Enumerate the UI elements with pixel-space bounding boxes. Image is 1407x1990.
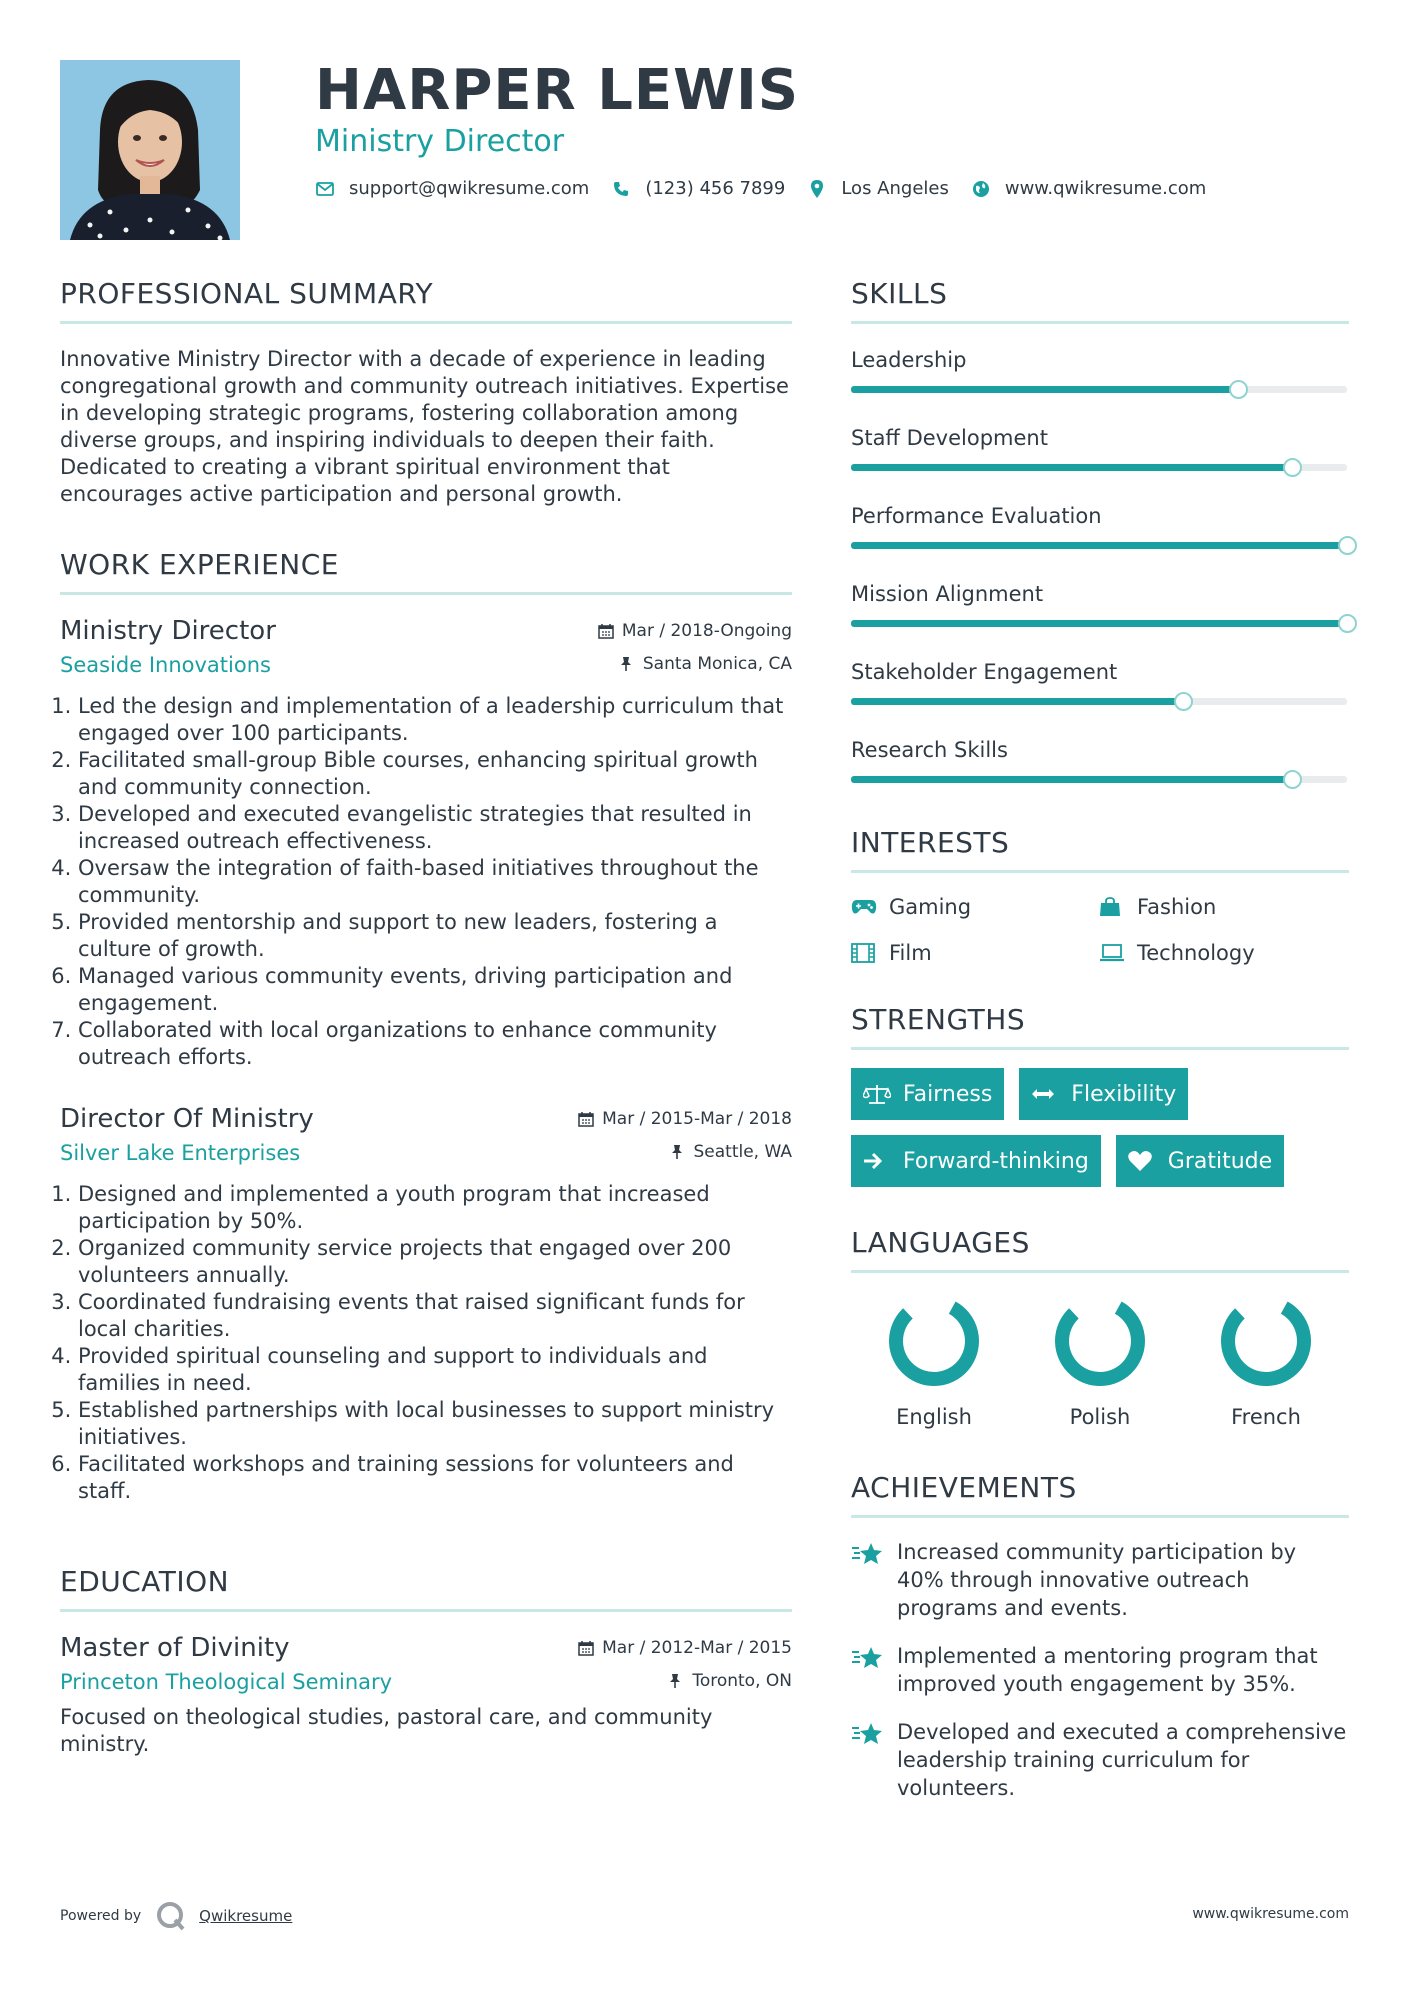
skill-item [851, 424, 1349, 480]
languages-section [851, 1224, 1349, 1429]
footer-website[interactable]: www.qwikresume.com [1192, 1906, 1349, 1922]
list-item: 2. Facilitated small-group Bible courses, enhancing spiritual growth and community connection. [78, 747, 792, 801]
list-item: 4. Provided spiritual counseling and support to individuals and families in need. [78, 1343, 792, 1397]
contact-email[interactable] [315, 178, 589, 199]
skill-bar-knob [1283, 458, 1302, 477]
skill-bar [851, 620, 1347, 627]
footer-powered-by [60, 1900, 292, 1932]
shooting-star-icon [851, 1720, 885, 1748]
skill-item [851, 346, 1349, 402]
job-location: Santa Monica, CA [619, 654, 792, 674]
language-name: English [896, 1405, 972, 1429]
skills-list [851, 346, 1349, 792]
strength-badge: Gratitude [1116, 1135, 1284, 1187]
job-duties [60, 1181, 792, 1505]
phone-icon [611, 179, 631, 199]
job-duties [60, 693, 792, 1071]
achievements-heading: ACHIEVEMENTS [851, 1469, 1349, 1518]
achievement-item: Implemented a mentoring program that improved youth engagement by 35%. [851, 1642, 1349, 1698]
globe-icon [971, 179, 991, 199]
skill-item [851, 658, 1349, 714]
skill-bar-knob [1283, 770, 1302, 789]
job-company: Seaside Innovations [60, 653, 271, 677]
job-entry [60, 1101, 792, 1505]
pushpin-icon [670, 1144, 686, 1160]
education-date: Mar / 2012-Mar / 2015 [578, 1638, 792, 1658]
qwikresume-logo-icon [155, 1900, 187, 1932]
candidate-title: Ministry Director [315, 124, 565, 159]
skill-bar [851, 386, 1347, 393]
summary-section [60, 275, 792, 508]
candidate-name: HARPER LEWIS [315, 58, 800, 123]
website-text: www.qwikresume.com [1004, 178, 1207, 199]
skill-item [851, 580, 1349, 636]
shooting-star-icon [851, 1540, 885, 1568]
skill-item [851, 736, 1349, 792]
job-title: Ministry Director [60, 616, 276, 646]
contact-bar [315, 178, 1228, 199]
skill-bar-knob [1338, 536, 1357, 555]
education-section [60, 1563, 792, 1758]
languages-heading: LANGUAGES [851, 1224, 1349, 1273]
skill-bar [851, 698, 1347, 705]
language-item [851, 1295, 1017, 1429]
interests-section [851, 824, 1349, 969]
skill-bar-knob [1229, 380, 1248, 399]
skill-bar-fill [851, 464, 1292, 471]
arrows-horizontal-icon [1031, 1082, 1059, 1106]
laptop-icon [1099, 942, 1125, 964]
shooting-star-icon [851, 1644, 885, 1672]
summary-heading: PROFESSIONAL SUMMARY [60, 275, 792, 324]
interest-item: Gaming [851, 891, 1099, 923]
list-item: 3. Developed and executed evangelistic strategies that resulted in increased outreach effectiveness. [78, 801, 792, 855]
skill-bar [851, 464, 1347, 471]
envelope-icon [315, 179, 335, 199]
calendar-icon [578, 1640, 594, 1656]
degree-title: Master of Divinity [60, 1633, 290, 1663]
job-entry [60, 613, 792, 1071]
skill-bar-fill [851, 698, 1183, 705]
experience-heading: WORK EXPERIENCE [60, 546, 792, 595]
skill-bar [851, 776, 1347, 783]
job-date: Mar / 2015-Mar / 2018 [578, 1109, 792, 1129]
language-name: Polish [1069, 1405, 1131, 1429]
education-heading: EDUCATION [60, 1563, 792, 1612]
skill-bar-knob [1174, 692, 1193, 711]
achievement-item: Developed and executed a comprehensive leadership training curriculum for volunteers. [851, 1718, 1349, 1802]
strengths-heading: STRENGTHS [851, 1001, 1349, 1050]
pushpin-icon [619, 656, 635, 672]
skill-name: Leadership [851, 348, 967, 372]
skill-name: Research Skills [851, 738, 1008, 762]
language-ring [1220, 1295, 1312, 1387]
job-title: Director Of Ministry [60, 1104, 314, 1134]
achievements-section [851, 1469, 1349, 1802]
skill-name: Staff Development [851, 426, 1048, 450]
profile-photo [60, 60, 240, 240]
skill-item [851, 502, 1349, 558]
qwikresume-link[interactable]: Qwikresume [199, 1907, 293, 1925]
language-ring [1054, 1295, 1146, 1387]
film-icon [851, 942, 877, 964]
skill-bar-knob [1338, 614, 1357, 633]
skill-bar-fill [851, 542, 1347, 549]
list-item: 4. Oversaw the integration of faith-based initiatives throughout the community. [78, 855, 792, 909]
skill-bar [851, 542, 1347, 549]
right-column [851, 275, 1349, 1802]
language-ring [888, 1295, 980, 1387]
interest-item: Technology [1099, 937, 1347, 969]
language-item [1183, 1295, 1349, 1429]
skills-heading: SKILLS [851, 275, 1349, 324]
experience-section [60, 546, 792, 1505]
gamepad-icon [851, 896, 877, 918]
list-item: 2. Organized community service projects that engaged over 200 volunteers annually. [78, 1235, 792, 1289]
calendar-icon [578, 1111, 594, 1127]
arrow-right-icon [863, 1149, 891, 1173]
education-location: Toronto, ON [668, 1671, 792, 1691]
calendar-icon [598, 623, 614, 639]
skill-bar-fill [851, 620, 1347, 627]
pushpin-icon [668, 1673, 684, 1689]
strengths-section [851, 1001, 1349, 1202]
interest-item: Fashion [1099, 891, 1347, 923]
school-name: Princeton Theological Seminary [60, 1670, 393, 1694]
education-text: Focused on theological studies, pastoral care, and community ministry. [60, 1705, 713, 1756]
contact-location [807, 178, 949, 199]
skill-bar-fill [851, 776, 1292, 783]
strength-badge: Fairness [851, 1068, 1004, 1120]
powered-by-label: Powered by [60, 1908, 142, 1924]
skill-name: Performance Evaluation [851, 504, 1102, 528]
job-company: Silver Lake Enterprises [60, 1141, 301, 1165]
achievement-item: Increased community participation by 40% through innovative outreach programs and events. [851, 1538, 1349, 1622]
skill-name: Stakeholder Engagement [851, 660, 1118, 684]
list-item: 1. Designed and implemented a youth program that increased participation by 50%. [78, 1181, 792, 1235]
balance-scale-icon [863, 1082, 891, 1106]
skill-name: Mission Alignment [851, 582, 1044, 606]
contact-website[interactable] [971, 178, 1206, 199]
interests-heading: INTERESTS [851, 824, 1349, 873]
list-item: 3. Coordinated fundraising events that raised significant funds for local charities. [78, 1289, 792, 1343]
list-item: 5. Established partnerships with local businesses to support ministry initiatives. [78, 1397, 792, 1451]
shopping-bag-icon [1099, 896, 1125, 918]
skills-section [851, 275, 1349, 792]
phone-text: (123) 456 7899 [645, 178, 786, 199]
list-item: 7. Collaborated with local organizations to enhance community outreach efforts. [78, 1017, 792, 1071]
language-name: French [1231, 1405, 1301, 1429]
map-pin-icon [807, 179, 827, 199]
list-item: 1. Led the design and implementation of a leadership curriculum that engaged over 100 participants. [78, 693, 792, 747]
job-location: Seattle, WA [670, 1142, 793, 1162]
education-entry [60, 1630, 792, 1758]
list-item: 5. Provided mentorship and support to new leaders, fostering a culture of growth. [78, 909, 792, 963]
list-item: 6. Managed various community events, driving participation and engagement. [78, 963, 792, 1017]
list-item: 6. Facilitated workshops and training sessions for volunteers and staff. [78, 1451, 792, 1505]
contact-phone[interactable] [611, 178, 785, 199]
strength-badge: Flexibility [1019, 1068, 1188, 1120]
skill-bar-fill [851, 386, 1238, 393]
interest-item: Film [851, 937, 1099, 969]
location-text: Los Angeles [841, 178, 949, 199]
left-column [60, 275, 792, 1758]
strength-badge: Forward-thinking [851, 1135, 1101, 1187]
heart-icon [1128, 1149, 1156, 1173]
job-date: Mar / 2018-Ongoing [598, 621, 792, 641]
email-text: support@qwikresume.com [349, 178, 590, 199]
language-item [1017, 1295, 1183, 1429]
summary-text: Innovative Ministry Director with a decade of experience in leading congregational growth and community outreach initiatives. Expertise in developing strategic programs, fostering collaboration among diverse groups, and inspiring individuals to deepen their faith. Dedicated to creating a vibrant spiritual environment that encourages active participation and personal growth. [60, 347, 789, 506]
